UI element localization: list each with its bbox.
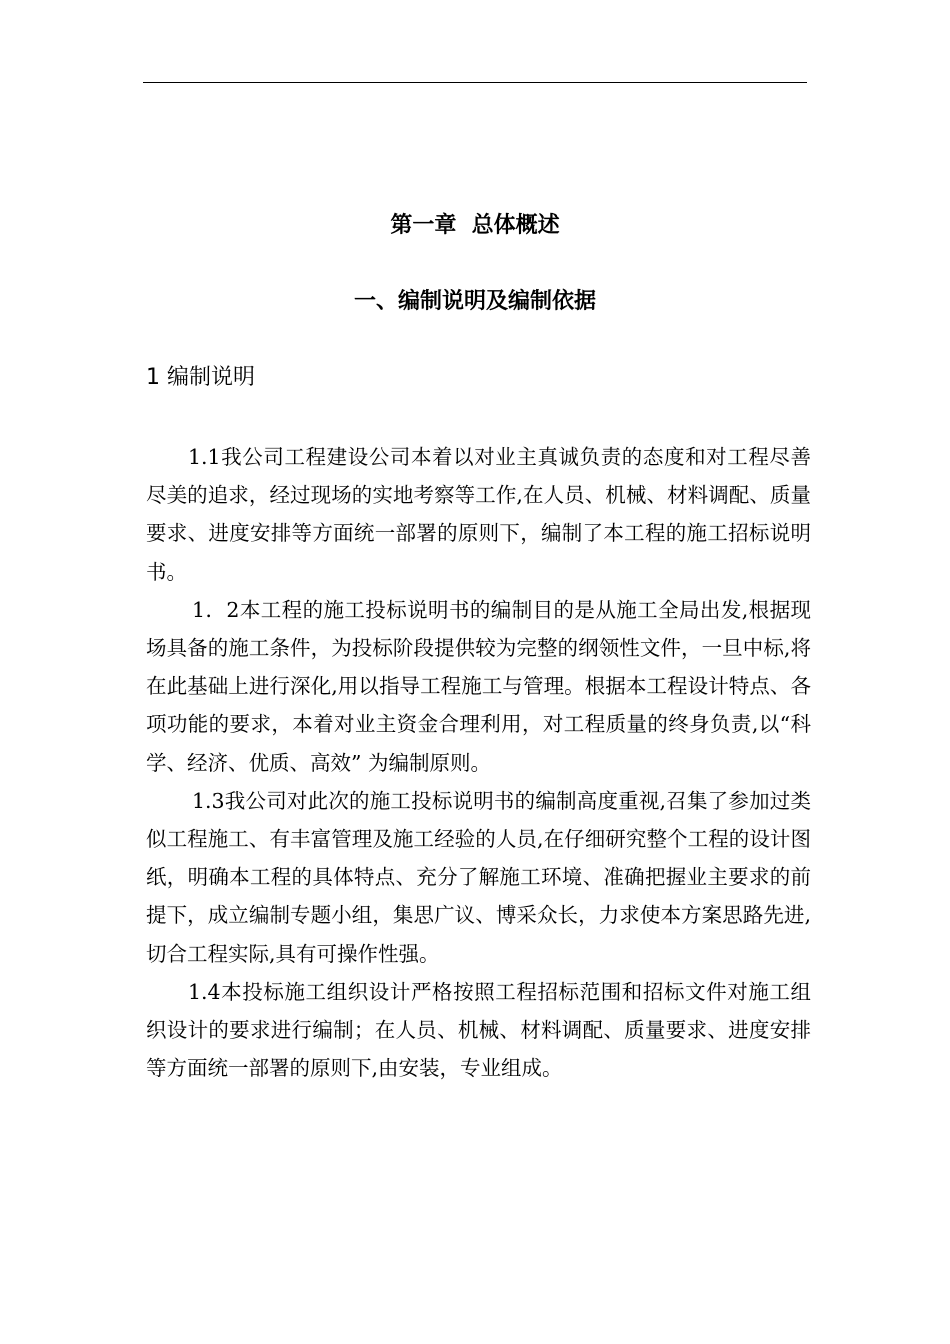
paragraph-1-4: 1.4本投标施工组织设计严格按照工程招标范围和招标文件对施工组织设计的要求进行编制；在人员、机械、材料调配、质量要求、进度安排等方面统一部署的原则下,由安装，专业组成。	[146, 979, 811, 1081]
header-rule	[143, 82, 807, 83]
body-text	[146, 438, 811, 1087]
chapter-title: 第一章 总体概述	[390, 213, 560, 238]
paragraph-1-2: 1．2本工程的施工投标说明书的编制目的是从施工全局出发,根据现场具备的施工条件，为投标阶段提供较为完整的纲领性文件，一旦中标,将在此基础上进行深化,用以指导工程施工与管理。根据本工程设计特点、各项功能的要求，本着对业主资金合理利用，对工程质量的终身负责,以“科学、经济、优质、高效” 为编制原则。	[146, 597, 811, 775]
section-title: 一、编制说明及编制依据	[353, 289, 596, 314]
subsection-title: 1 编制说明	[146, 365, 255, 390]
paragraph-1-1: 1.1我公司工程建设公司本着以对业主真诚负责的态度和对工程尽善尽美的追求，经过现场的实地考察等工作,在人员、机械、材料调配、质量要求、进度安排等方面统一部署的原则下，编制了本工程的施工招标说明书。	[146, 445, 811, 584]
paragraph-1-3: 1.3我公司对此次的施工投标说明书的编制高度重视,召集了参加过类似工程施工、有丰富管理及施工经验的人员,在仔细研究整个工程的设计图纸，明确本工程的具体特点、充分了解施工环境、准确把握业主要求的前提下，成立编制专题小组，集思广议、博采众长，力求使本方案思路先进,切合工程实际,具有可操作性强。	[146, 788, 811, 966]
